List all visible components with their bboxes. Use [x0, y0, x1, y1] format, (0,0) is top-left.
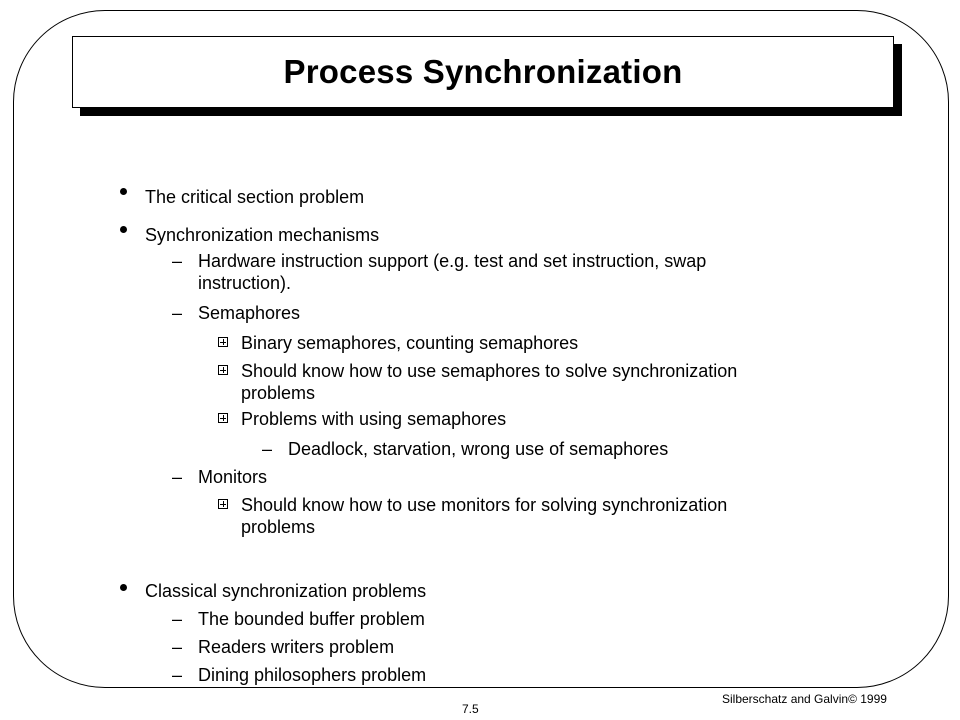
level4-text: Deadlock, starvation, wrong use of semaphores: [288, 439, 669, 459]
sub-sub-bullet-text-continued: problems: [241, 383, 316, 403]
dash-marker: –: [172, 609, 183, 629]
square-plus-icon: [218, 413, 228, 423]
sub-bullet-text-continued: instruction).: [198, 273, 292, 293]
bullet-text: The critical section problem: [145, 187, 365, 207]
slide-title: Process Synchronization: [283, 53, 683, 90]
title-box: [72, 36, 894, 108]
sub-bullet-text: Readers writers problem: [198, 637, 395, 657]
sub-sub-bullet-text: Should know how to use semaphores to solve synchronization: [241, 361, 738, 381]
bullet-text: Synchronization mechanisms: [145, 225, 380, 245]
dash-marker: –: [172, 467, 183, 487]
square-plus-icon: [218, 365, 228, 375]
sub-sub-bullet-text: Should know how to use monitors for solving synchronization: [241, 495, 728, 515]
bullet-dot: [120, 584, 127, 591]
bullet-dot: [120, 188, 127, 195]
sub-bullet-text: Semaphores: [198, 303, 301, 323]
sub-bullet-text: The bounded buffer problem: [198, 609, 425, 629]
copyright-notice: Silberschatz and Galvin© 1999: [722, 692, 887, 706]
sub-sub-bullet-text: Problems with using semaphores: [241, 409, 507, 429]
sub-sub-bullet-text-continued: problems: [241, 517, 316, 537]
dash-marker: –: [172, 303, 183, 323]
sub-sub-bullet-text: Binary semaphores, counting semaphores: [241, 333, 579, 353]
dash-marker: –: [262, 439, 273, 459]
sub-bullet-text: Monitors: [198, 467, 268, 487]
sub-bullet-text: Hardware instruction support (e.g. test and set instruction, swap: [198, 251, 707, 271]
sub-bullet-text: Dining philosophers problem: [198, 665, 427, 685]
dash-marker: –: [172, 251, 183, 271]
bullet-dot: [120, 226, 127, 233]
square-plus-icon: [218, 499, 228, 509]
page-number: 7.5: [462, 702, 479, 716]
square-plus-icon: [218, 337, 228, 347]
dash-marker: –: [172, 637, 183, 657]
bullet-text: Classical synchronization problems: [145, 581, 427, 601]
dash-marker: –: [172, 665, 183, 685]
